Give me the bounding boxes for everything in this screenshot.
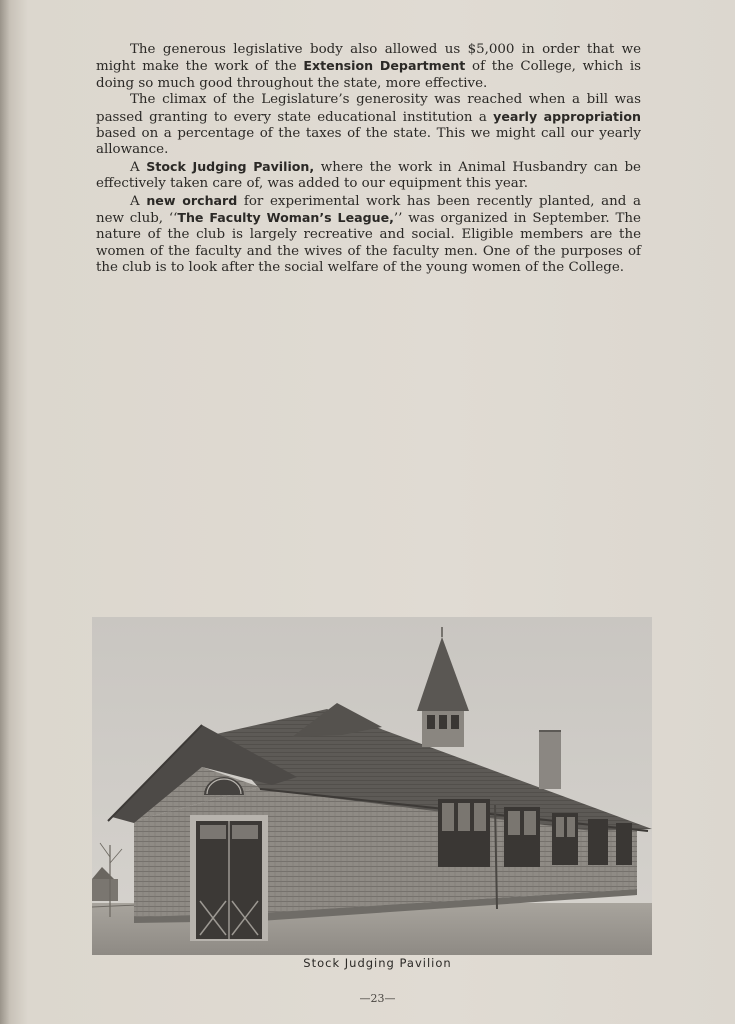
distant-shed-wall bbox=[92, 879, 118, 901]
text-run: of the College, which is doing so much good throughout the state, more effective. bbox=[96, 59, 641, 91]
door-transom bbox=[232, 825, 258, 839]
bold-run: yearly appropriation bbox=[493, 108, 641, 124]
text-run: ’’ was organized in September. The nature of the club is largely recreative and social. Eligible members are the women of the faculty and the wives of the faculty men. One of the purposes of the club is to look after the social welfare of the young women of the College. bbox=[96, 211, 641, 276]
window bbox=[588, 819, 608, 865]
cupola-louver bbox=[451, 715, 459, 729]
cupola-louver bbox=[427, 715, 435, 729]
bold-run: The Faculty Woman’s League, bbox=[177, 210, 394, 226]
window bbox=[616, 823, 632, 865]
page-number: —23— bbox=[359, 992, 396, 1005]
bold-run: new orchard bbox=[146, 192, 238, 208]
bold-run: Extension Department bbox=[303, 58, 466, 74]
paragraph bbox=[96, 159, 641, 193]
paragraph bbox=[96, 42, 641, 92]
door-transom bbox=[200, 825, 226, 839]
text-run: The climax of the Legislature’s generosity was reached when a bill was passed granting to every state educational institution a bbox=[96, 92, 641, 125]
photo-caption: Stock Judging Pavilion bbox=[303, 956, 452, 970]
window-pane bbox=[567, 817, 575, 837]
text-run: A bbox=[130, 193, 147, 209]
window-pane bbox=[474, 803, 486, 831]
bold-run: Stock Judging Pavilion, bbox=[146, 158, 315, 174]
text-run: A bbox=[130, 159, 147, 175]
window-pane bbox=[524, 811, 536, 835]
window-pane bbox=[508, 811, 520, 835]
text-run: based on a percentage of the taxes of the state. This we might call our yearly allowance. bbox=[96, 126, 641, 158]
text-run: The generous legislative body also allowed us $5,000 in order that we might make the work of the bbox=[96, 42, 641, 75]
window-pane bbox=[442, 803, 454, 831]
window-pane bbox=[458, 803, 470, 831]
body-text bbox=[96, 42, 641, 277]
chimney bbox=[539, 731, 561, 789]
cupola-louver bbox=[439, 715, 447, 729]
text-run: where the work in Animal Husbandry can be effectively taken care of, was added to our equipment this year. bbox=[96, 159, 641, 192]
paragraph bbox=[96, 92, 641, 159]
window-pane bbox=[556, 817, 564, 837]
paragraph bbox=[96, 193, 641, 277]
pavilion-photograph bbox=[92, 617, 652, 955]
text-run: for experimental work has been recently planted, and a new club, ‘‘ bbox=[96, 193, 641, 227]
